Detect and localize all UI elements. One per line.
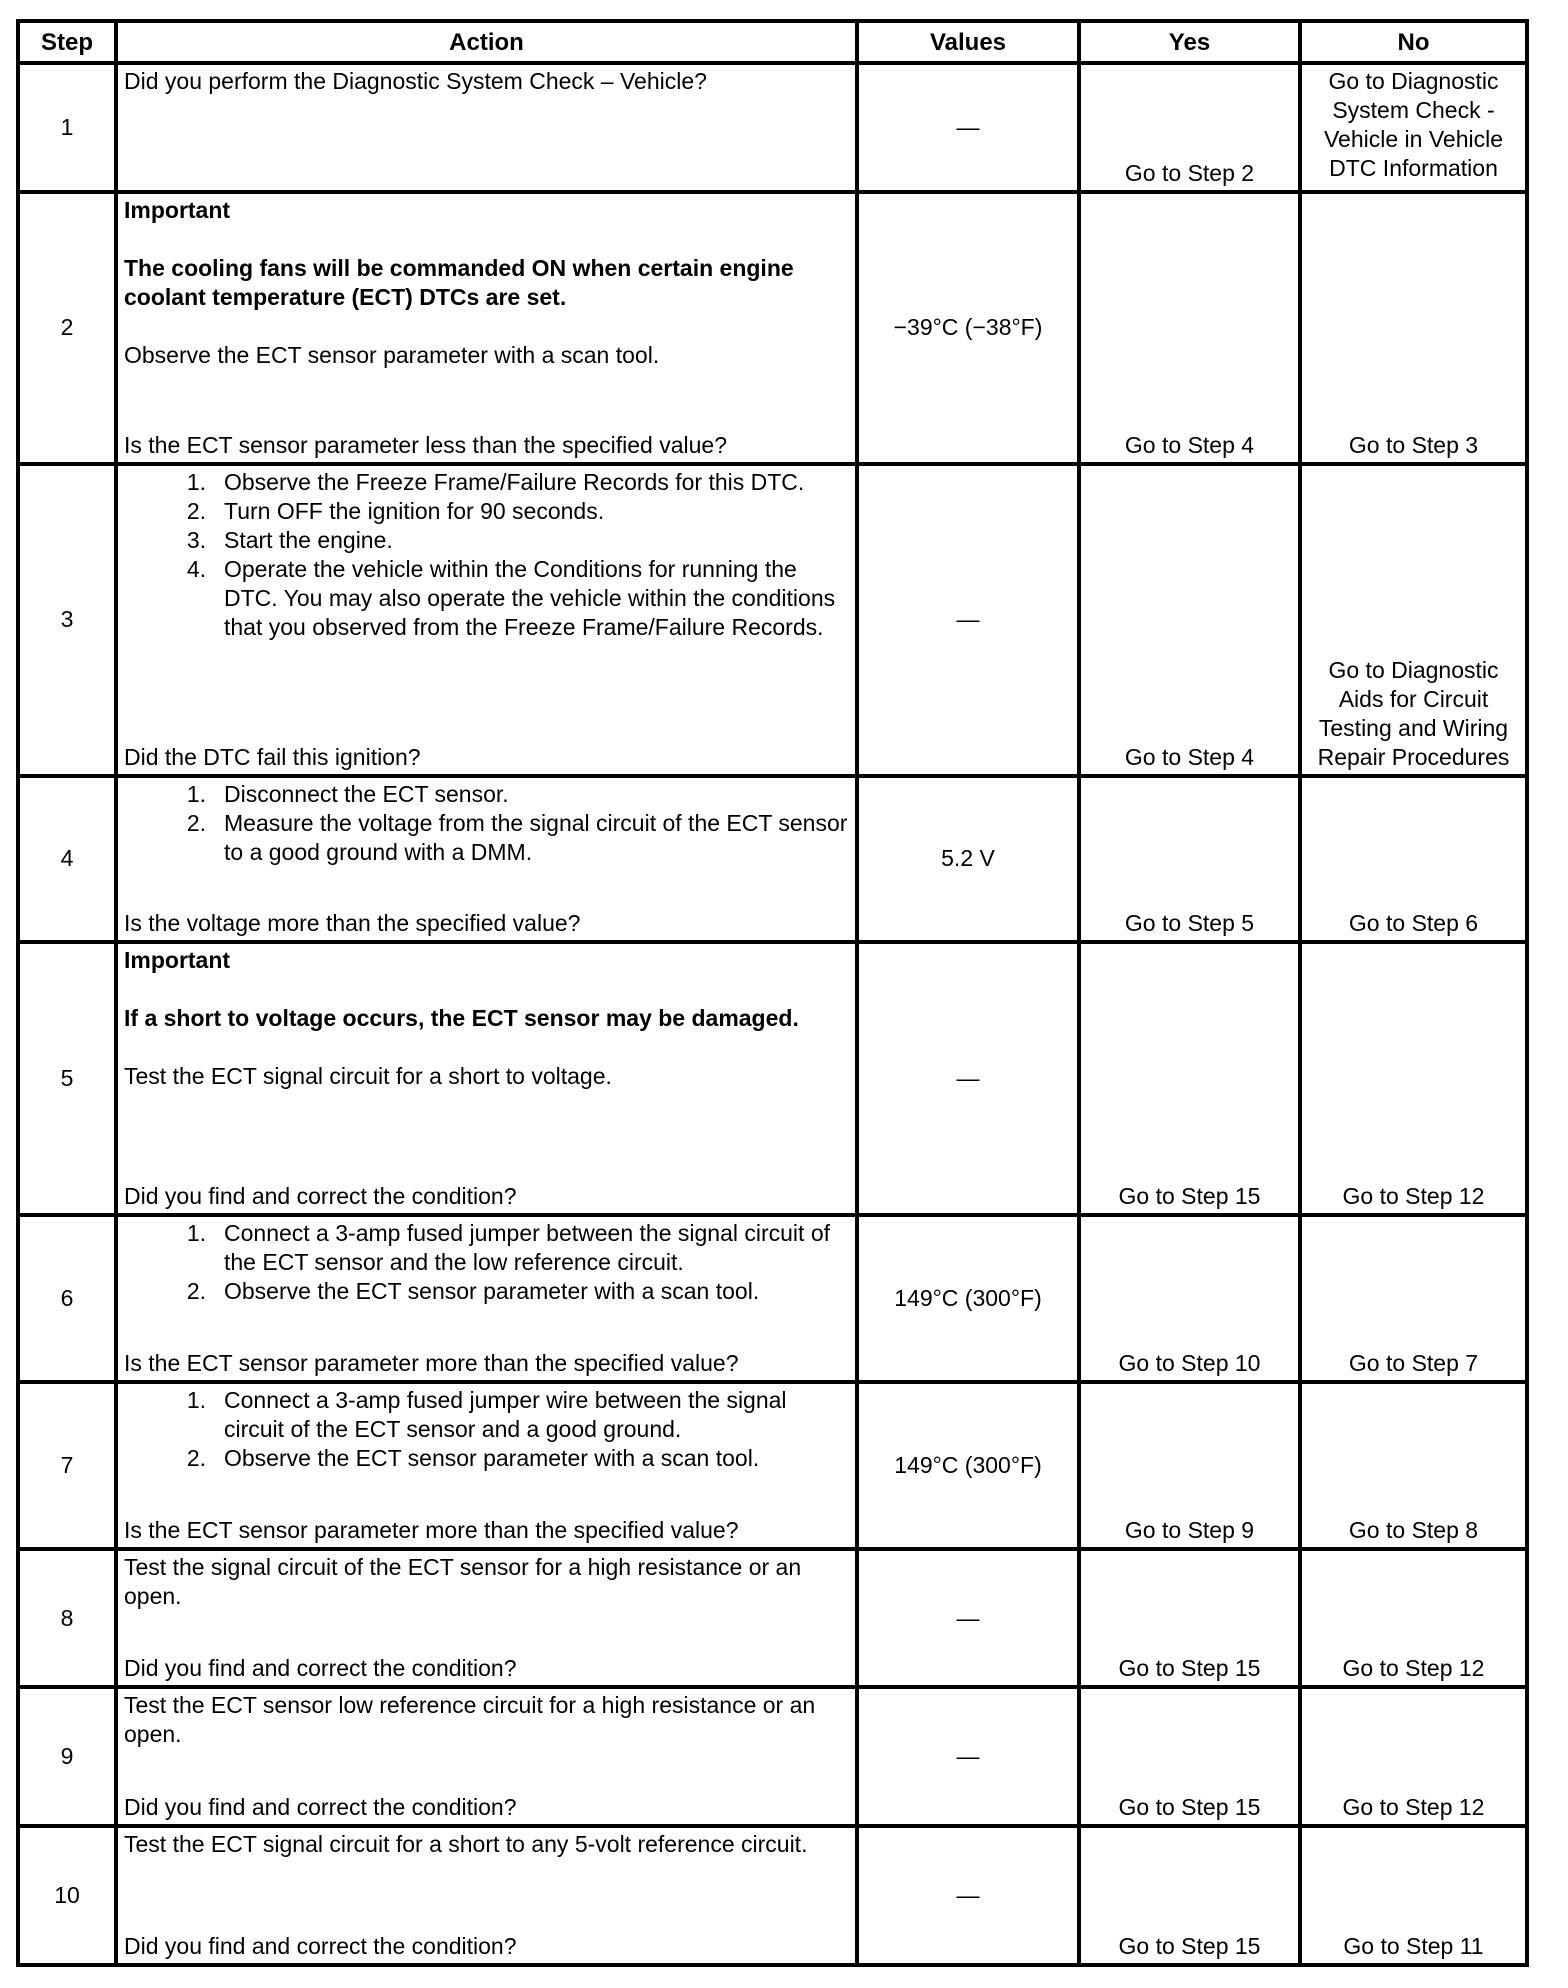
action-cell — [116, 942, 857, 1215]
table-row — [18, 1215, 1527, 1382]
yes-cell: Go to Step 5 — [1079, 776, 1300, 942]
action-cell — [116, 192, 857, 464]
action-question: Is the ECT sensor parameter less than the specified value? — [124, 432, 728, 459]
yes-cell: Go to Step 4 — [1079, 464, 1300, 776]
action-instruction: Test the ECT signal circuit for a short to voltage. — [124, 1062, 612, 1089]
step-number: 8 — [18, 1549, 116, 1688]
table-row — [18, 63, 1527, 192]
action-cell — [116, 1826, 857, 1965]
list-item: 2. Observe the ECT sensor parameter with a scan tool. — [186, 1444, 760, 1471]
action-instruction: Test the ECT sensor low reference circuit for a high resistance or an open. — [124, 1692, 816, 1748]
no-cell: Go to Step 12 — [1300, 1549, 1527, 1688]
important-note: The cooling fans will be commanded ON when certain engine coolant temperature (ECT) DTCs are set. — [124, 254, 794, 310]
action-question: Is the voltage more than the specified value? — [124, 909, 581, 936]
no-cell: Go to Step 11 — [1300, 1826, 1527, 1965]
no-cell: Go to Step 12 — [1300, 1687, 1527, 1826]
action-question: Is the ECT sensor parameter more than the specified value? — [124, 1349, 739, 1376]
value-cell: — — [857, 63, 1079, 192]
step-number: 3 — [18, 464, 116, 776]
no-cell: Go to Step 3 — [1300, 192, 1527, 464]
value-cell: — — [857, 1549, 1079, 1688]
list-item: 1. Disconnect the ECT sensor. — [186, 780, 509, 807]
list-item: 2. Measure the voltage from the signal circuit of the ECT sensor to a good ground with a DMM. — [186, 809, 848, 865]
yes-cell: Go to Step 10 — [1079, 1215, 1300, 1382]
header-no: No — [1300, 21, 1527, 63]
yes-cell: Go to Step 2 — [1079, 63, 1300, 192]
important-heading: Important — [124, 946, 231, 973]
yes-cell: Go to Step 4 — [1079, 192, 1300, 464]
list-item: 3. Start the engine. — [186, 527, 393, 554]
header-action: Action — [116, 21, 857, 63]
action-cell — [116, 1687, 857, 1826]
action-instruction: Test the signal circuit of the ECT sensor for a high resistance or an open. — [124, 1553, 802, 1609]
value-cell: — — [857, 942, 1079, 1215]
yes-cell: Go to Step 15 — [1079, 1549, 1300, 1688]
list-item: 4. Operate the vehicle within the Conditions for running the DTC. You may also operate the vehicle within the conditions that you observed from the Freeze Frame/Failure Records. — [186, 556, 836, 641]
header-yes: Yes — [1079, 21, 1300, 63]
action-question: Is the ECT sensor parameter more than the specified value? — [124, 1516, 739, 1543]
table-row — [18, 464, 1527, 776]
table-row — [18, 1826, 1527, 1965]
table-row — [18, 1687, 1527, 1826]
value-cell: 149°C (300°F) — [857, 1382, 1079, 1549]
yes-cell: Go to Step 15 — [1079, 1826, 1300, 1965]
value-cell: — — [857, 464, 1079, 776]
action-steps-list — [124, 468, 851, 642]
action-question: Did you find and correct the condition? — [124, 1655, 517, 1682]
step-number: 6 — [18, 1215, 116, 1382]
no-cell: Go to Diagnostic Aids for Circuit Testing and Wiring Repair Procedures — [1300, 464, 1527, 776]
table-row — [18, 1382, 1527, 1549]
action-cell — [116, 1382, 857, 1549]
action-cell — [116, 776, 857, 942]
yes-cell: Go to Step 9 — [1079, 1382, 1300, 1549]
value-cell: 5.2 V — [857, 776, 1079, 942]
action-cell — [116, 1215, 857, 1382]
list-item: 1. Observe the Freeze Frame/Failure Records for this DTC. — [186, 469, 805, 496]
list-item: 1. Connect a 3-amp fused jumper between the signal circuit of the ECT sensor and the low reference circuit. — [186, 1220, 830, 1276]
action-steps-list — [124, 1219, 851, 1306]
action-question: Did you find and correct the condition? — [124, 1933, 517, 1959]
value-cell: — — [857, 1826, 1079, 1965]
diagnostic-table-container — [16, 19, 1525, 1967]
header-row — [18, 21, 1527, 63]
value-cell: 149°C (300°F) — [857, 1215, 1079, 1382]
action-instruction: Test the ECT signal circuit for a short to any 5-volt reference circuit. — [124, 1831, 808, 1858]
step-number: 2 — [18, 192, 116, 464]
yes-cell: Go to Step 15 — [1079, 1687, 1300, 1826]
action-cell — [116, 464, 857, 776]
no-cell: Go to Step 6 — [1300, 776, 1527, 942]
table-row — [18, 1549, 1527, 1688]
step-number: 5 — [18, 942, 116, 1215]
action-steps-list — [124, 780, 851, 867]
action-cell — [116, 1549, 857, 1688]
action-question: Did you find and correct the condition? — [124, 1794, 517, 1821]
list-item: 2. Observe the ECT sensor parameter with a scan tool. — [186, 1278, 760, 1305]
diagnostic-table — [16, 19, 1529, 1967]
action-cell — [116, 63, 857, 192]
step-number: 9 — [18, 1687, 116, 1826]
step-number: 7 — [18, 1382, 116, 1549]
no-cell: Go to Step 8 — [1300, 1382, 1527, 1549]
header-values: Values — [857, 21, 1079, 63]
list-item: 1. Connect a 3-amp fused jumper wire between the signal circuit of the ECT sensor and a good ground. — [186, 1386, 787, 1442]
header-step: Step — [18, 21, 116, 63]
step-number: 1 — [18, 63, 116, 192]
important-note: If a short to voltage occurs, the ECT sensor may be damaged. — [124, 1004, 799, 1031]
table-row — [18, 942, 1527, 1215]
no-cell: Go to Step 7 — [1300, 1215, 1527, 1382]
table-row — [18, 192, 1527, 464]
no-cell: Go to Step 12 — [1300, 942, 1527, 1215]
step-number: 10 — [18, 1826, 116, 1965]
list-item: 2. Turn OFF the ignition for 90 seconds. — [186, 498, 605, 525]
action-question: Did you find and correct the condition? — [124, 1183, 517, 1210]
action-steps-list — [124, 1386, 851, 1473]
value-cell: — — [857, 1687, 1079, 1826]
no-cell: Go to Diagnostic System Check - Vehicle in Vehicle DTC Information — [1300, 63, 1527, 192]
yes-cell: Go to Step 15 — [1079, 942, 1300, 1215]
step-number: 4 — [18, 776, 116, 942]
value-cell: −39°C (−38°F) — [857, 192, 1079, 464]
table-row — [18, 776, 1527, 942]
action-instruction: Observe the ECT sensor parameter with a scan tool. — [124, 341, 660, 368]
important-heading: Important — [124, 196, 231, 223]
action-question: Did the DTC fail this ignition? — [124, 743, 421, 770]
action-text: Did you perform the Diagnostic System Check – Vehicle? — [124, 68, 707, 94]
